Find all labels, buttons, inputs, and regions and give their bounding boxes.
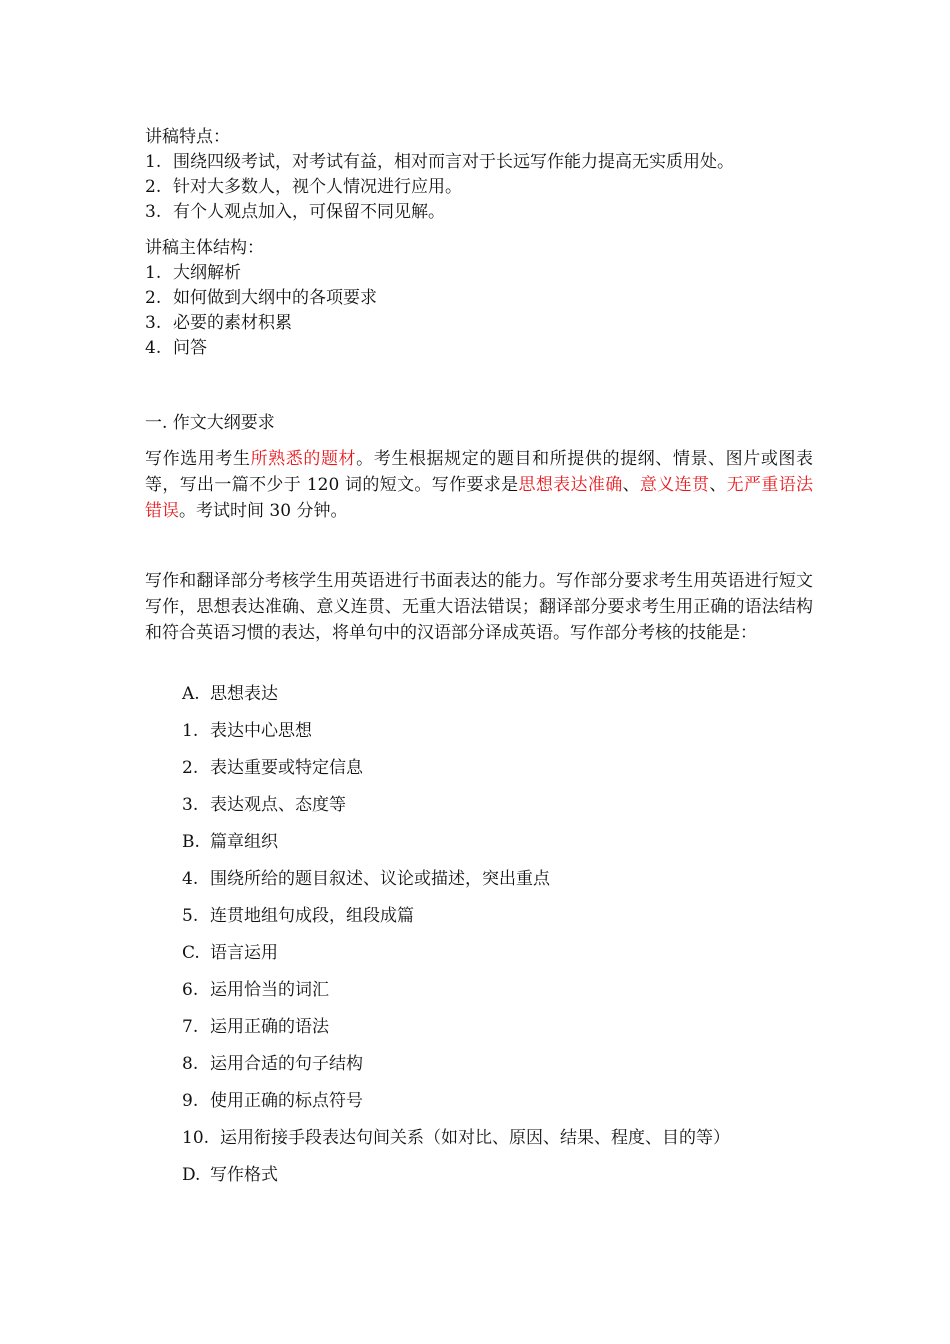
list-number: 3. [145, 202, 162, 222]
list-number: 3. [145, 313, 162, 333]
skill-item [182, 1088, 363, 1114]
skill-text: 运用合适的句子结构 [210, 1054, 363, 1074]
list-item [145, 335, 207, 361]
skill-text: 表达重要或特定信息 [210, 758, 363, 778]
list-item [145, 174, 462, 200]
skill-number: B. [182, 832, 200, 852]
list-item [145, 199, 445, 225]
skill-text: 思想表达 [210, 684, 278, 704]
skill-text: 连贯地组句成段，组段成篇 [210, 906, 414, 926]
skill-text: 运用恰当的词汇 [210, 980, 329, 1000]
list-number: 2. [145, 288, 162, 308]
list-number: 2. [145, 177, 162, 197]
skill-item [182, 1051, 363, 1077]
skill-text: 表达中心思想 [210, 721, 312, 741]
skill-text: 运用正确的语法 [210, 1017, 329, 1037]
intro-text: 写作选用考生 [145, 449, 251, 469]
intro-text: 、 [709, 475, 727, 495]
skill-number: 7. [182, 1017, 199, 1037]
list-text: 问答 [173, 338, 207, 358]
list-number: 4. [145, 338, 162, 358]
highlight-text: 意义连贯 [639, 475, 710, 495]
intro-text: 、 [622, 475, 640, 495]
skill-item [182, 829, 278, 855]
skill-text: 语言运用 [210, 943, 278, 963]
skill-item [182, 1162, 278, 1188]
intro-paragraph [145, 446, 813, 524]
skill-number: 8. [182, 1054, 199, 1074]
list-item [145, 285, 377, 311]
skill-number: 10. [182, 1128, 210, 1148]
list-text: 针对大多数人，视个人情况进行应用。 [173, 177, 462, 197]
skill-number: 4. [182, 869, 199, 889]
intro-text: 。考试时间 30 分钟。 [179, 501, 348, 521]
skill-item [182, 940, 278, 966]
skill-number: 1. [182, 721, 199, 741]
skill-number: A. [182, 684, 200, 704]
skill-item [182, 1125, 730, 1151]
skill-number: D. [182, 1165, 201, 1185]
skill-number: 2. [182, 758, 199, 778]
highlight-text: 无严重语法错误 [145, 475, 814, 521]
skill-number: 9. [182, 1091, 199, 1111]
skill-item [182, 1014, 329, 1040]
intro-text: 。考生根据规定的题目和所提供的提纲、情景、图片或图表等，写出一篇不少于 120 词的短文。写作要求是 [145, 449, 814, 495]
features-heading: 讲稿特点： [145, 127, 230, 147]
list-text: 有个人观点加入，可保留不同见解。 [173, 202, 445, 222]
skill-text: 使用正确的标点符号 [210, 1091, 363, 1111]
list-text: 必要的素材积累 [173, 313, 292, 333]
skill-number: 5. [182, 906, 199, 926]
list-text: 大纲解析 [173, 263, 241, 283]
list-number: 1. [145, 263, 162, 283]
skill-item [182, 792, 346, 818]
skill-number: 6. [182, 980, 199, 1000]
highlight-text: 所熟悉的题材 [250, 449, 357, 469]
list-item [145, 149, 734, 175]
list-text: 如何做到大纲中的各项要求 [173, 288, 377, 308]
skill-text: 篇章组织 [210, 832, 278, 852]
list-text: 围绕四级考试，对考试有益，相对而言对于长远写作能力提高无实质用处。 [173, 152, 734, 172]
skill-item [182, 866, 550, 892]
skill-text: 写作格式 [210, 1165, 278, 1185]
list-number: 1. [145, 152, 162, 172]
skill-item [182, 681, 278, 707]
skill-item [182, 718, 312, 744]
skill-number: C. [182, 943, 200, 963]
skill-text: 围绕所给的题目叙述、议论或描述，突出重点 [210, 869, 550, 889]
skill-item [182, 903, 414, 929]
skill-item [182, 977, 329, 1003]
section-title: 一. 作文大纲要求 [145, 413, 275, 433]
skill-text: 运用衔接手段表达句间关系（如对比、原因、结果、程度、目的等） [220, 1128, 730, 1148]
list-item [145, 310, 292, 336]
body-paragraph: 写作和翻译部分考核学生用英语进行书面表达的能力。写作部分要求考生用英语进行短文写作，思想表达准确、意义连贯、无重大语法错误；翻译部分要求考生用正确的语法结构和符合英语习惯的表达，将单句中的汉语部分译成英语。写作部分考核的技能是： [145, 571, 813, 643]
skill-text: 表达观点、态度等 [210, 795, 346, 815]
list-item [145, 260, 241, 286]
highlight-text: 思想表达准确 [518, 475, 623, 495]
skill-item [182, 755, 363, 781]
structure-heading: 讲稿主体结构： [145, 238, 264, 258]
skill-number: 3. [182, 795, 199, 815]
